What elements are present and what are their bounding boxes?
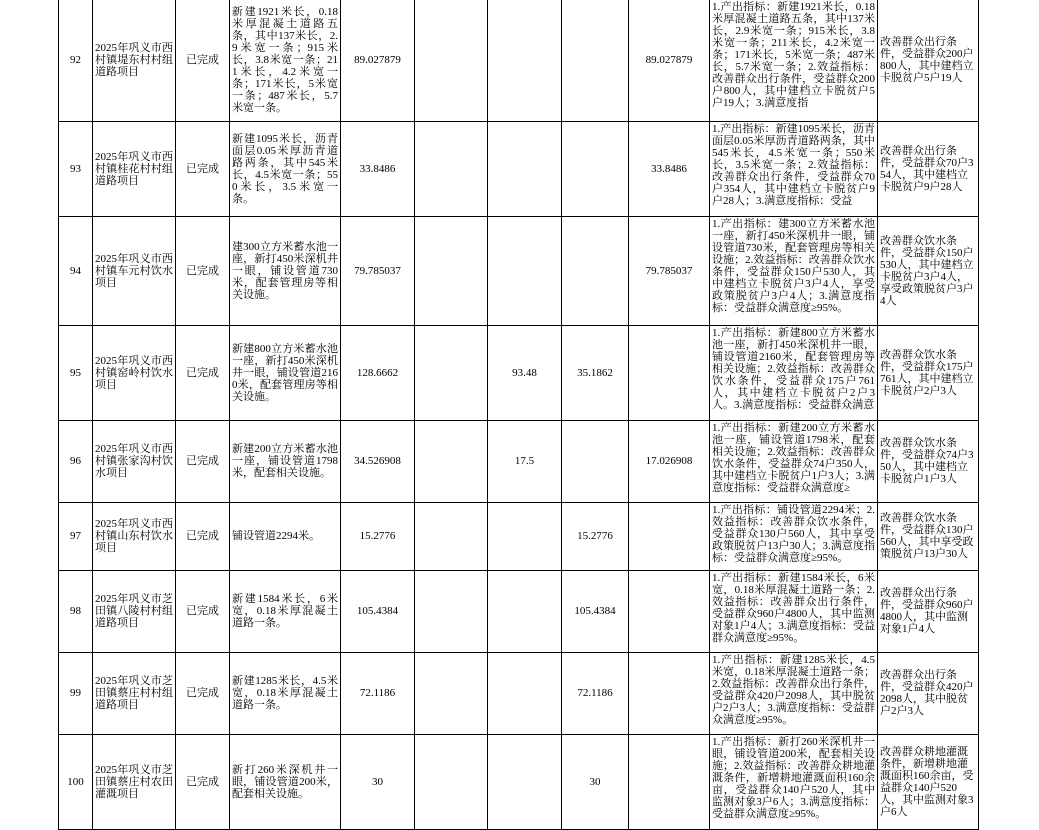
performance-goals: 1.产出指标：新建1921米长，0.18米厚混凝土道路五条，其中137米长，2.9米宽一条；915米长，3.8米宽一条；211米长，4.2米宽一条；171米长，5米宽一条；487米长，5.7米宽一条；2.效益指标：改善群众出行条件，受益群众200户800人，其中建档立卡脱贫户5户19人；3.满意度指 xyxy=(712,1,875,109)
total-amount: 79.785037 xyxy=(354,264,401,277)
cell-content xyxy=(230,325,341,420)
benefit-description: 改善群众饮水条件，受益群众175户761人，其中建档立卡脱贫户2户3人 xyxy=(880,348,974,397)
cell-col7 xyxy=(488,216,562,325)
cell-col8 xyxy=(562,0,629,121)
cell-goals xyxy=(710,325,878,420)
cell-col8 xyxy=(562,420,629,502)
project-name: 2025年巩义市芝田镇蔡庄村村组道路项目 xyxy=(95,675,173,711)
row-number: 99 xyxy=(70,687,81,699)
cell-total xyxy=(341,570,415,652)
total-amount: 128.6662 xyxy=(356,366,399,379)
total-amount: 89.027879 xyxy=(354,54,401,67)
performance-goals: 1.产出指标：建300立方米蓄水池一座，新打450米深机井一眼，铺设管道730米，配套管理房等相关设施；2.效益指标：改善群众饮水条件，受益群众150户530人，其中建档立卡脱贫户3户4人，享受政策脱贫户3户4人；3.满意度指标：受益群众满意度≥95%。 xyxy=(712,217,875,314)
cell-no xyxy=(59,734,93,829)
cell-goals xyxy=(710,570,878,652)
cell-no xyxy=(59,121,93,216)
cell-goals xyxy=(710,652,878,734)
cell-content xyxy=(230,216,341,325)
project-name: 2025年巩义市西村镇窑岭村饮水项目 xyxy=(95,354,173,391)
construction-content: 新建1285米长，4.5米宽，0.18米厚混凝土道路一条。 xyxy=(232,675,338,711)
row-number: 96 xyxy=(70,455,81,467)
amount-col9: 89.027879 xyxy=(645,54,693,67)
cell-benefit xyxy=(878,0,979,121)
total-amount: 72.1186 xyxy=(359,687,396,699)
row-number: 92 xyxy=(70,54,81,67)
cell-col8 xyxy=(562,734,629,829)
status: 已完成 xyxy=(186,530,219,542)
cell-col9 xyxy=(629,0,710,121)
cell-status xyxy=(176,734,230,829)
performance-goals: 1.产出指标：新打260米深机井一眼，铺设管道200米，配套相关设施；2.效益指标：改善群众耕地灌溉条件，新增耕地灌溉面积160余亩，受益群众140户520人，其中监测对象3户6人；3.满意度指标：受益群众满意度≥95%。 xyxy=(712,735,875,820)
cell-total xyxy=(341,652,415,734)
cell-total xyxy=(341,121,415,216)
project-name: 2025年巩义市西村镇车元村饮水项目 xyxy=(95,252,173,289)
cell-col8 xyxy=(562,325,629,420)
cell-goals xyxy=(710,216,878,325)
benefit-description: 改善群众出行条件，受益群众70户354人，其中建档立卡脱贫户9户28人 xyxy=(880,144,974,193)
cell-name xyxy=(93,570,176,652)
construction-content: 新建1921米长，0.18米厚混凝土道路五条，其中137米长，2.9米宽一条；915米长，3.8米宽一条；211米长，4.2米宽一条；171米长，5米宽一条；487米长，5.7米宽一条。 xyxy=(232,6,338,115)
construction-content: 新建800立方米蓄水池一座，新打450米深机井一眼，铺设管道2160米，配套管理房等相关设施。 xyxy=(232,342,338,403)
cell-col6 xyxy=(415,0,488,121)
cell-total xyxy=(341,216,415,325)
table-row xyxy=(59,734,979,829)
performance-goals: 1.产出指标：铺设管道2294米；2.效益指标：改善群众饮水条件，受益群众130户560人，其中享受政策脱贫户13户30人；3.满意度指标：受益群众满意度≥95%。 xyxy=(712,503,875,564)
cell-col8 xyxy=(562,216,629,325)
cell-status xyxy=(176,216,230,325)
cell-goals xyxy=(710,0,878,121)
amount-col9: 79.785037 xyxy=(645,264,693,277)
total-amount: 30 xyxy=(372,775,383,788)
cell-benefit xyxy=(878,570,979,652)
performance-goals: 1.产出指标：新建1095米长，沥青面层0.05米厚沥青道路两条，其中545米长，4.5米宽一条；550米长，3.5米宽一条；2.效益指标：改善群众出行条件，受益群众70户354人，其中建档立卡脱贫户9户28人；3.满意度指标：受益 xyxy=(712,122,875,207)
cell-no xyxy=(59,325,93,420)
table-row xyxy=(59,652,979,734)
construction-content: 新建200立方米蓄水池一座，铺设管道1798米，配套相关设施。 xyxy=(232,443,338,479)
cell-col9 xyxy=(629,734,710,829)
cell-name xyxy=(93,325,176,420)
cell-name xyxy=(93,420,176,502)
status: 已完成 xyxy=(186,54,219,67)
project-name: 2025年巩义市芝田镇蔡庄村农田灌溉项目 xyxy=(95,763,173,800)
status: 已完成 xyxy=(186,775,219,788)
cell-col8 xyxy=(562,502,629,570)
table-row xyxy=(59,121,979,216)
cell-col8 xyxy=(562,652,629,734)
cell-benefit xyxy=(878,216,979,325)
row-number: 94 xyxy=(70,264,81,277)
cell-name xyxy=(93,121,176,216)
cell-content xyxy=(230,420,341,502)
benefit-description: 改善群众饮水条件，受益群众130户560人，其中享受政策脱贫户13户30人 xyxy=(880,512,974,560)
construction-content: 新打260米深机井一眼，铺设管道200米，配套相关设施。 xyxy=(232,763,338,800)
row-number: 95 xyxy=(70,366,81,379)
status: 已完成 xyxy=(186,162,219,175)
row-number: 98 xyxy=(70,605,81,617)
cell-benefit xyxy=(878,121,979,216)
cell-name xyxy=(93,502,176,570)
cell-goals xyxy=(710,734,878,829)
cell-total xyxy=(341,734,415,829)
cell-no xyxy=(59,652,93,734)
cell-name xyxy=(93,0,176,121)
performance-goals: 1.产出指标：新建1584米长，6米宽，0.18米厚混凝土道路一条；2.效益指标：改善群众出行条件，受益群众960户4800人，其中监测对象1户4人；3.满意度指标：受益群众满意度≥95%。 xyxy=(712,571,875,644)
cell-content xyxy=(230,652,341,734)
cell-no xyxy=(59,502,93,570)
cell-col7 xyxy=(488,652,562,734)
cell-col9 xyxy=(629,121,710,216)
status: 已完成 xyxy=(186,605,219,617)
cell-col6 xyxy=(415,420,488,502)
performance-goals: 1.产出指标：新建200立方米蓄水池一座，铺设管道1798米，配套相关设施；2.效益指标：改善群众饮水条件，受益群众74户350人，其中建档立卡脱贫户1户3人；3.满意度指标：受益群众满意度≥ xyxy=(712,421,875,494)
cell-col8 xyxy=(562,121,629,216)
amount-col8: 35.1862 xyxy=(577,366,613,379)
cell-content xyxy=(230,734,341,829)
table-row xyxy=(59,420,979,502)
cell-benefit xyxy=(878,420,979,502)
construction-content: 铺设管道2294米。 xyxy=(232,530,320,542)
cell-col9 xyxy=(629,502,710,570)
row-number: 97 xyxy=(70,530,81,542)
cell-benefit xyxy=(878,502,979,570)
cell-col7 xyxy=(488,420,562,502)
cell-total xyxy=(341,0,415,121)
benefit-description: 改善群众出行条件，受益群众200户800人，其中建档立卡脱贫户5户19人 xyxy=(880,36,974,85)
total-amount: 33.8486 xyxy=(359,162,396,175)
cell-col9 xyxy=(629,216,710,325)
cell-no xyxy=(59,420,93,502)
cell-name xyxy=(93,652,176,734)
cell-col6 xyxy=(415,502,488,570)
cell-status xyxy=(176,420,230,502)
construction-content: 建300立方米蓄水池一座，新打450米深机井一眼，铺设管道730米，配套管理房等相关设施。 xyxy=(232,240,338,301)
cell-col8 xyxy=(562,570,629,652)
project-name: 2025年巩义市西村镇张家沟村饮水项目 xyxy=(95,443,173,479)
cell-status xyxy=(176,570,230,652)
amount-col8: 30 xyxy=(589,775,601,788)
benefit-description: 改善群众出行条件，受益群众420户2098人，其中脱贫户2户3人 xyxy=(880,669,974,717)
cell-name xyxy=(93,216,176,325)
amount-col8: 105.4384 xyxy=(574,605,616,617)
cell-col6 xyxy=(415,652,488,734)
cell-content xyxy=(230,570,341,652)
construction-content: 新建1584米长，6米宽，0.18米厚混凝土道路一条。 xyxy=(232,593,338,629)
cell-benefit xyxy=(878,734,979,829)
construction-content: 新建1095米长，沥青面层0.05米厚沥青道路两条，其中545米长，4.5米宽一条；550米长，3.5米宽一条。 xyxy=(232,132,338,205)
cell-total xyxy=(341,502,415,570)
cell-col7 xyxy=(488,570,562,652)
cell-status xyxy=(176,652,230,734)
cell-content xyxy=(230,502,341,570)
cell-col7 xyxy=(488,121,562,216)
cell-benefit xyxy=(878,652,979,734)
cell-col6 xyxy=(415,325,488,420)
cell-col7 xyxy=(488,502,562,570)
total-amount: 105.4384 xyxy=(356,605,399,617)
row-number: 100 xyxy=(67,775,84,788)
cell-total xyxy=(341,420,415,502)
table-row xyxy=(59,570,979,652)
cell-goals xyxy=(710,502,878,570)
amount-col7: 93.48 xyxy=(512,366,537,379)
cell-goals xyxy=(710,420,878,502)
project-name: 2025年巩义市芝田镇八陵村村组道路项目 xyxy=(95,593,173,629)
cell-name xyxy=(93,734,176,829)
table-row xyxy=(59,325,979,420)
project-table xyxy=(58,0,979,830)
status: 已完成 xyxy=(186,455,219,467)
benefit-description: 改善群众饮水条件，受益群众74户350人，其中建档立卡脱贫户1户3人 xyxy=(880,437,974,485)
project-name: 2025年巩义市西村镇山东村饮水项目 xyxy=(95,518,173,554)
table-row xyxy=(59,502,979,570)
amount-col8: 72.1186 xyxy=(577,687,613,699)
row-number: 93 xyxy=(70,162,81,175)
cell-status xyxy=(176,0,230,121)
amount-col9: 33.8486 xyxy=(651,162,687,175)
cell-col9 xyxy=(629,570,710,652)
benefit-description: 改善群众饮水条件，受益群众150户530人，其中建档立卡脱贫户3户4人，享受政策脱贫户3户4人 xyxy=(880,234,974,307)
amount-col8: 15.2776 xyxy=(577,530,613,542)
cell-col6 xyxy=(415,216,488,325)
benefit-description: 改善群众出行条件，受益群众960户4800人，其中监测对象1户4人 xyxy=(880,587,974,635)
status: 已完成 xyxy=(186,366,219,379)
total-amount: 34.526908 xyxy=(354,455,401,467)
amount-col7: 17.5 xyxy=(514,455,535,467)
project-name: 2025年巩义市西村镇堤东村村组道路项目 xyxy=(95,42,173,79)
cell-col6 xyxy=(415,734,488,829)
status: 已完成 xyxy=(186,264,219,277)
cell-no xyxy=(59,0,93,121)
performance-goals: 1.产出指标：新建1285米长，4.5米宽，0.18米厚混凝土道路一条；2.效益指标：改善群众出行条件，受益群众420户2098人，其中脱贫户2户3人；3.满意度指标：受益群众满意度≥95%。 xyxy=(712,653,875,726)
cell-col6 xyxy=(415,570,488,652)
cell-benefit xyxy=(878,325,979,420)
amount-col9: 17.026908 xyxy=(645,455,693,467)
cell-no xyxy=(59,216,93,325)
table-row xyxy=(59,216,979,325)
cell-col9 xyxy=(629,652,710,734)
cell-status xyxy=(176,502,230,570)
cell-col9 xyxy=(629,325,710,420)
total-amount: 15.2776 xyxy=(359,530,396,542)
cell-content xyxy=(230,0,341,121)
cell-no xyxy=(59,570,93,652)
cell-col7 xyxy=(488,734,562,829)
table-row xyxy=(59,0,979,121)
cell-status xyxy=(176,325,230,420)
cell-status xyxy=(176,121,230,216)
cell-col6 xyxy=(415,121,488,216)
status: 已完成 xyxy=(186,687,219,699)
benefit-description: 改善群众耕地灌溉条件，新增耕地灌溉面积160余亩，受益群众140户520人，其中监测对象3户6人 xyxy=(880,745,974,818)
cell-goals xyxy=(710,121,878,216)
cell-total xyxy=(341,325,415,420)
cell-col7 xyxy=(488,325,562,420)
cell-col7 xyxy=(488,0,562,121)
project-name: 2025年巩义市西村镇桂花村村组道路项目 xyxy=(95,150,173,187)
cell-content xyxy=(230,121,341,216)
cell-col9 xyxy=(629,420,710,502)
performance-goals: 1.产出指标：新建800立方米蓄水池一座，新打450米深机井一眼，铺设管道2160米，配套管理房等相关设施；2.效益指标：改善群众饮水条件，受益群众175户761人，其中建档立卡脱贫户2户3人。3.满意度指标：受益群众满意 xyxy=(712,326,875,411)
